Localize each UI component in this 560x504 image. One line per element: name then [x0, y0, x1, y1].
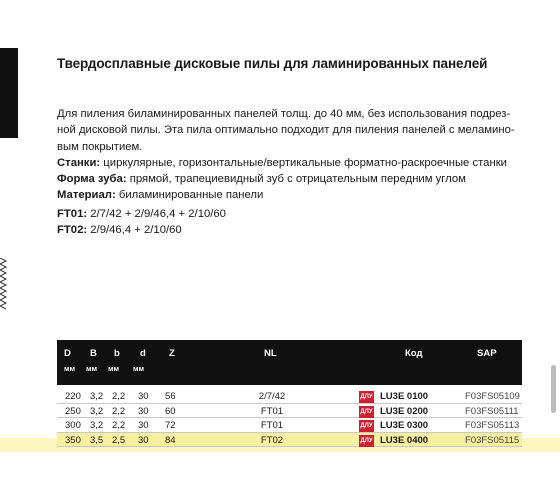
cell-b: 3,2: [90, 405, 104, 417]
description-line: ной дисковой пилы. Эта пила оптимально подходит для пиления панелей с меламино-: [57, 124, 515, 137]
cell-kod: LU3E 0400: [380, 434, 429, 446]
dlu-badge-icon: ДЛУ: [359, 435, 374, 447]
cell-small-d: 30: [138, 405, 149, 417]
code-value: 2/9/46,4 + 2/10/60: [87, 223, 182, 236]
machines-value: циркулярные, горизонтальные/вертикальные форматно-раскроечные станки: [100, 156, 507, 169]
header-unit: мм: [108, 364, 120, 373]
cell-d: 350: [65, 434, 81, 446]
description-line: Для пиления биламинированных панелей толщ. до 40 мм, без использования подрез-: [57, 108, 511, 120]
header-kod: Код: [405, 348, 423, 359]
material-line: [57, 187, 527, 203]
cell-small-b: 2,2: [112, 405, 126, 417]
cell-kod: LU3E 0300: [380, 420, 429, 431]
cell-kod: LU3E 0100: [380, 391, 429, 402]
cell-small-b: 2,2: [112, 420, 126, 431]
table-row-highlighted[interactable]: [57, 433, 522, 448]
cell-small-d: 30: [138, 391, 149, 402]
dlu-badge-icon: ДЛУ: [359, 420, 374, 432]
machines-line: [57, 155, 527, 171]
table-row[interactable]: [57, 404, 522, 419]
cell-nl: FT02: [260, 434, 284, 446]
cell-small-b: 2,5: [112, 434, 126, 446]
scrollbar[interactable]: [551, 365, 556, 413]
tooth-codes: [57, 207, 226, 238]
cell-kod: LU3E 0200: [380, 405, 429, 417]
page-title: Твердосплавные дисковые пилы для ламинированных панелей: [57, 56, 488, 71]
code-line: [57, 207, 226, 223]
cell-sap: F03FS05113: [465, 420, 520, 431]
cell-nl: FT01: [260, 405, 284, 417]
header-z: Z: [169, 348, 175, 359]
cell-z: 84: [165, 434, 176, 446]
header-unit: мм: [133, 364, 145, 373]
product-table: [57, 340, 522, 447]
header-small-b: b: [114, 348, 120, 359]
table-row[interactable]: [57, 389, 522, 404]
cell-d: 250: [65, 405, 81, 417]
material-label: Материал:: [57, 189, 116, 202]
cell-d: 220: [65, 391, 81, 402]
cell-d: 300: [65, 420, 81, 431]
description: [57, 106, 527, 204]
header-sap: SAP: [477, 348, 497, 359]
cell-small-b: 2,2: [112, 391, 126, 402]
page-edge-tab: [0, 48, 18, 138]
table-header: [57, 340, 522, 385]
code-label: FT02:: [57, 223, 88, 236]
table-row[interactable]: [57, 418, 522, 433]
cell-z: 56: [165, 391, 176, 402]
tooth-label: Форма зуба:: [57, 173, 127, 186]
header-unit: мм: [64, 364, 76, 373]
header-small-d: d: [140, 348, 146, 359]
cell-nl: 2/7/42: [258, 391, 286, 402]
cell-sap: F03FS05115: [465, 434, 520, 446]
header-nl: NL: [264, 348, 277, 359]
cell-z: 60: [165, 405, 176, 417]
header-b: B: [90, 348, 97, 359]
cell-b: 3,2: [90, 391, 104, 402]
cell-nl: FT01: [260, 420, 284, 431]
cell-sap: F03FS05111: [465, 405, 519, 417]
tooth-line: [57, 171, 527, 187]
machines-label: Станки:: [57, 156, 101, 169]
cell-b: 3,2: [90, 420, 104, 431]
header-unit: мм: [86, 364, 98, 373]
dlu-badge-icon: ДЛУ: [359, 406, 374, 418]
dlu-badge-icon: ДЛУ: [359, 391, 374, 403]
tooth-value: прямой, трапециевидный зуб с отрицательным передним углом: [126, 173, 466, 186]
cell-small-d: 30: [138, 420, 149, 431]
cell-sap: F03FS05109: [465, 391, 520, 402]
header-d: D: [64, 348, 71, 359]
saw-blade-edge-icon: [0, 258, 8, 310]
description-line: вым покрытием.: [57, 140, 143, 153]
cell-small-d: 30: [138, 434, 149, 446]
code-value: 2/7/42 + 2/9/46,4 + 2/10/60: [87, 208, 226, 220]
cell-z: 72: [165, 420, 176, 431]
code-line: [57, 223, 226, 239]
cell-b: 3,5: [90, 434, 104, 446]
material-value: биламинированные панели: [115, 189, 264, 202]
code-label: FT01:: [57, 208, 88, 220]
